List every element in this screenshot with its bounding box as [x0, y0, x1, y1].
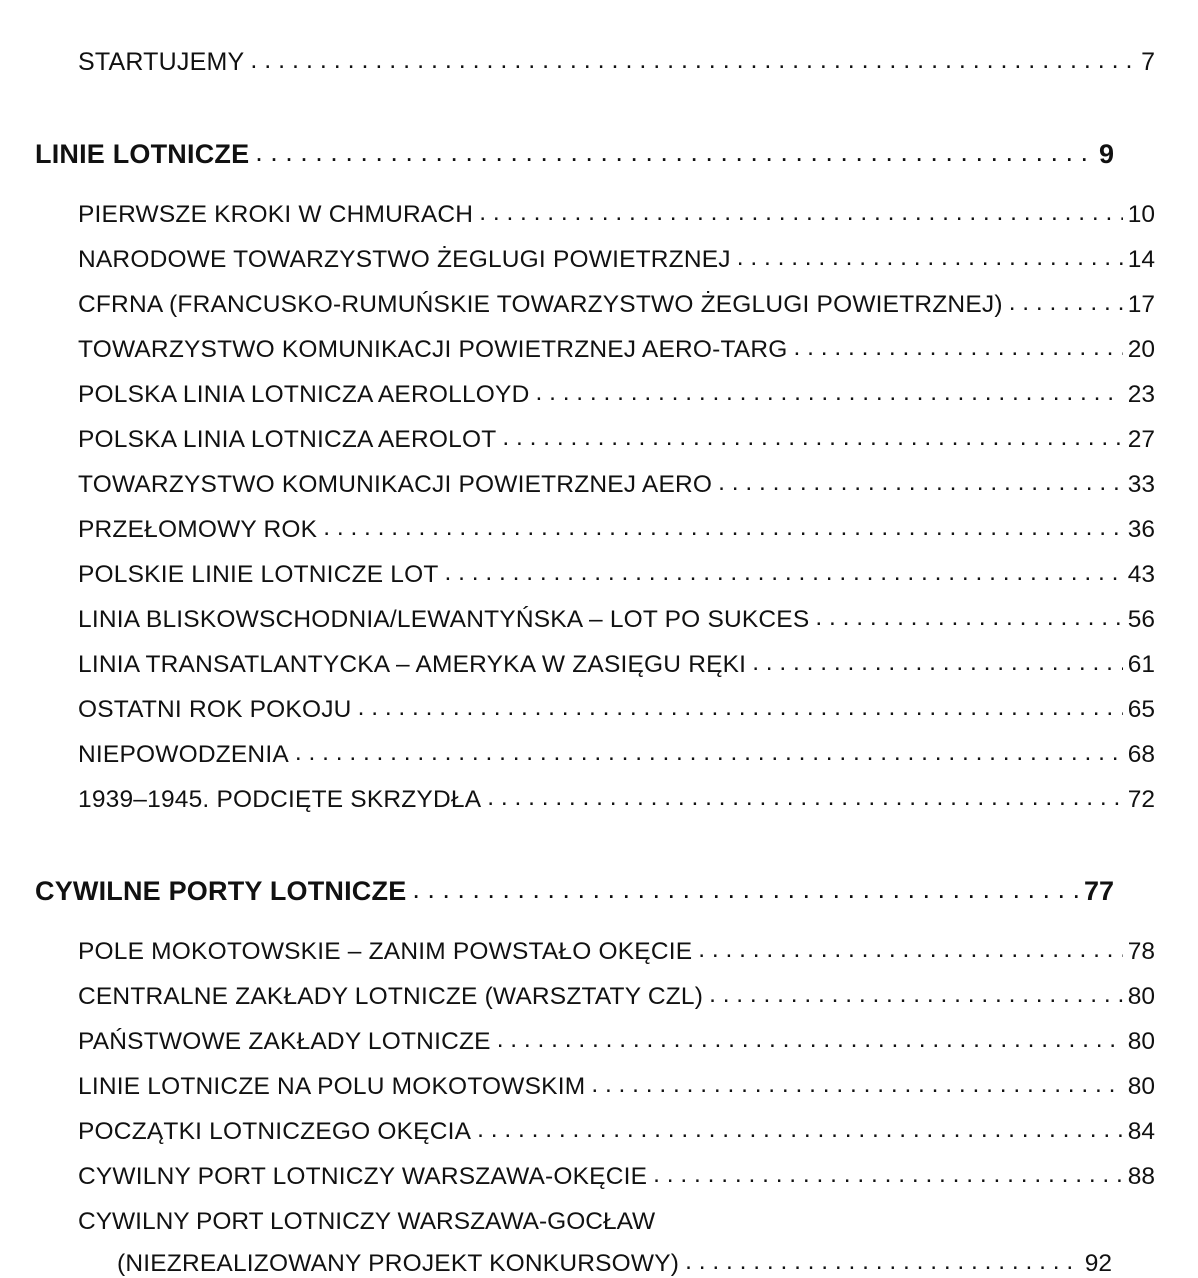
dot-leader: [497, 1028, 1123, 1053]
toc-section-title: LINIE LOTNICZE: [35, 139, 250, 169]
toc-entry-page: 33: [1127, 471, 1155, 498]
toc-entry[interactable]: [78, 1028, 1171, 1056]
toc-entry-title: POLE MOKOTOWSKIE – ZANIM POWSTAŁO OKĘCIE: [78, 938, 693, 965]
toc-entry-page: 7: [1141, 48, 1155, 76]
toc-entry-page: 27: [1127, 426, 1155, 453]
dot-leader: [323, 516, 1123, 541]
toc-entry-title: LINIA TRANSATLANTYCKA – AMERYKA W ZASIĘGU RĘKI: [78, 651, 747, 678]
dot-leader: [718, 471, 1123, 496]
dot-leader: [535, 381, 1122, 406]
toc-entry[interactable]: [78, 426, 1171, 454]
toc-entry-page: 43: [1127, 561, 1155, 588]
toc-entry-page: 14: [1127, 246, 1155, 273]
dot-leader: [591, 1073, 1122, 1098]
toc-section-page: 9: [1098, 139, 1114, 169]
toc-entry-page: 65: [1127, 696, 1155, 723]
toc-entry[interactable]: [78, 696, 1171, 724]
spacer: [35, 170, 1128, 184]
toc-entry-startujemy[interactable]: [78, 48, 1171, 77]
toc-entry[interactable]: [78, 246, 1171, 274]
toc-entry-title: NARODOWE TOWARZYSTWO ŻEGLUGI POWIETRZNEJ: [78, 246, 731, 273]
toc-entry-title: TOWARZYSTWO KOMUNIKACJI POWIETRZNEJ AERO-TARG: [78, 336, 788, 363]
toc-entry-title: LINIA BLISKOWSCHODNIA/LEWANTYŃSKA – LOT PO SUKCES: [78, 606, 810, 633]
dot-leader: [752, 651, 1123, 676]
toc-entry-title: PRZEŁOMOWY ROK: [78, 516, 318, 543]
toc-entry-title: LINIE LOTNICZE NA POLU MOKOTOWSKIM: [78, 1073, 586, 1100]
toc-entry[interactable]: [78, 651, 1171, 679]
toc-entry[interactable]: [78, 1073, 1171, 1101]
dot-leader: [250, 48, 1136, 73]
toc-entry-wrapped[interactable]: [78, 1208, 1128, 1278]
toc-entry-title: PAŃSTWOWE ZAKŁADY LOTNICZE: [78, 1028, 491, 1055]
toc-entry-title-line2: (NIEZREALIZOWANY PROJEKT KONKURSOWY): [117, 1250, 680, 1277]
toc-entry-title: POLSKA LINIA LOTNICZA AEROLOT: [78, 426, 497, 453]
toc-entry[interactable]: [78, 291, 1171, 319]
toc-entry-title: PIERWSZE KROKI W CHMURACH: [78, 201, 474, 228]
toc-entry-title-line1: CYWILNY PORT LOTNICZY WARSZAWA-GOCŁAW: [78, 1208, 656, 1235]
toc-entry-title: TOWARZYSTWO KOMUNIKACJI POWIETRZNEJ AERO: [78, 471, 713, 498]
toc-entry-page: 78: [1127, 938, 1155, 965]
dot-leader: [794, 336, 1123, 361]
toc-entry[interactable]: [78, 471, 1171, 499]
toc-entry-page: 80: [1127, 1073, 1155, 1100]
toc-entry-page: 23: [1127, 381, 1155, 408]
toc-entry[interactable]: [78, 983, 1171, 1011]
toc-section-heading-linie-lotnicze[interactable]: [35, 139, 1128, 170]
dot-leader: [255, 139, 1094, 166]
toc-entry-page: 80: [1127, 1028, 1155, 1055]
dot-leader: [412, 876, 1079, 903]
dot-leader: [737, 246, 1123, 271]
dot-leader: [698, 938, 1122, 963]
toc-entry[interactable]: [78, 201, 1171, 229]
toc-entry-page: 36: [1127, 516, 1155, 543]
dot-leader: [502, 426, 1122, 451]
dot-leader: [815, 606, 1122, 631]
dot-leader: [358, 696, 1123, 721]
toc-entry-page: 80: [1127, 983, 1155, 1010]
toc-section-page: 77: [1083, 876, 1114, 906]
toc-entry-page: 68: [1127, 741, 1155, 768]
dot-leader: [295, 741, 1123, 766]
toc-entry[interactable]: [78, 606, 1171, 634]
toc-entry-title: NIEPOWODZENIA: [78, 741, 289, 768]
toc-entry-title: POLSKA LINIA LOTNICZA AEROLLOYD: [78, 381, 530, 408]
toc-entry-page: 88: [1127, 1163, 1155, 1190]
toc-entry-page: 20: [1127, 336, 1155, 363]
dot-leader: [709, 983, 1123, 1008]
dot-leader: [479, 201, 1123, 226]
toc-section-heading-cywilne-porty-lotnicze[interactable]: [35, 876, 1128, 907]
toc-entry-title: STARTUJEMY: [78, 48, 245, 76]
toc-entry[interactable]: [78, 381, 1171, 409]
toc-entry-page: 10: [1127, 201, 1155, 228]
toc-entry-title: CFRNA (FRANCUSKO-RUMUŃSKIE TOWARZYSTWO ŻEGLUGI POWIETRZNEJ): [78, 291, 1003, 318]
toc-entry[interactable]: [78, 1163, 1171, 1191]
dot-leader: [445, 561, 1123, 586]
toc-entry-page: 92: [1084, 1250, 1112, 1277]
dot-leader: [653, 1163, 1123, 1188]
toc-entry-title: OSTATNI ROK POKOJU: [78, 696, 352, 723]
toc-entry-title: CYWILNY PORT LOTNICZY WARSZAWA-OKĘCIE: [78, 1163, 648, 1190]
toc-entry[interactable]: [78, 741, 1171, 769]
toc-entry[interactable]: [78, 1118, 1171, 1146]
toc-entry-page: 61: [1127, 651, 1155, 678]
toc-entry-page: 84: [1127, 1118, 1155, 1145]
toc-entry[interactable]: [78, 561, 1171, 589]
dot-leader: [685, 1250, 1080, 1275]
toc-entry[interactable]: [78, 938, 1171, 966]
toc-entry[interactable]: [78, 336, 1171, 364]
toc-entry-page: 56: [1127, 606, 1155, 633]
toc-section-title: CYWILNE PORTY LOTNICZE: [35, 876, 407, 906]
toc-entry-title: POLSKIE LINIE LOTNICZE LOT: [78, 561, 439, 588]
dot-leader: [477, 1118, 1123, 1143]
dot-leader: [487, 786, 1122, 811]
dot-leader: [1009, 291, 1123, 316]
toc-entry-line2-row: [117, 1250, 1112, 1278]
spacer: [35, 907, 1128, 921]
toc-entry-page: 17: [1127, 291, 1155, 318]
toc-entry-title: CENTRALNE ZAKŁADY LOTNICZE (WARSZTATY CZL): [78, 983, 704, 1010]
toc-entry[interactable]: [78, 516, 1171, 544]
toc-entry-page: 72: [1127, 786, 1155, 813]
toc-entry-title: POCZĄTKI LOTNICZEGO OKĘCIA: [78, 1118, 472, 1145]
toc-entry-title: 1939–1945. PODCIĘTE SKRZYDŁA: [78, 786, 482, 813]
toc-entry[interactable]: [78, 786, 1171, 814]
